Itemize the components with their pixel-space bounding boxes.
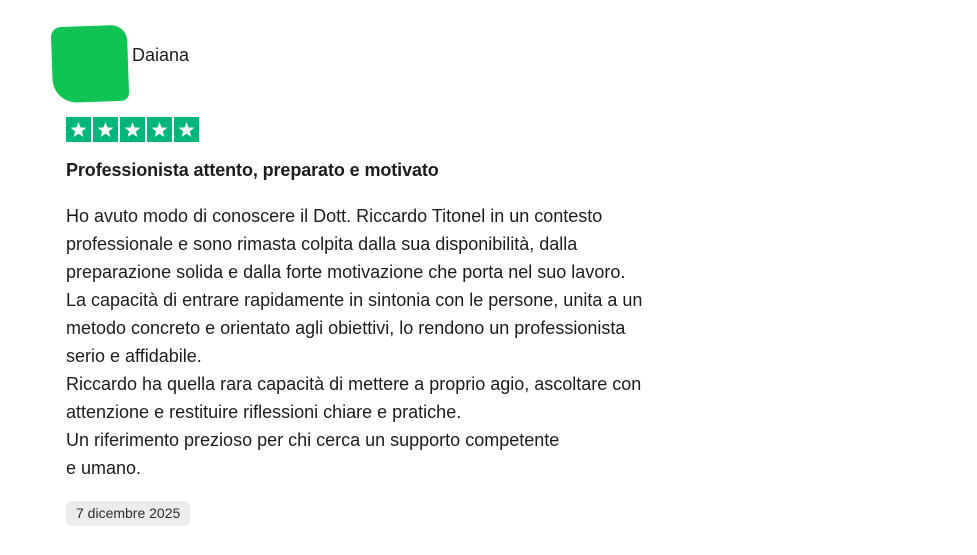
- avatar: [51, 25, 130, 104]
- review-body-line: La capacità di entrare rapidamente in sintonia con le persone, unita a un: [66, 290, 643, 310]
- star-icon: [93, 117, 118, 142]
- review-body-line: Ho avuto modo di conoscere il Dott. Riccardo Titonel in un contesto: [66, 206, 603, 226]
- review-body: [66, 202, 766, 482]
- review-body-line: serio e affidabile.: [66, 346, 202, 366]
- review-body-line: attenzione e restituire riflessioni chiare e pratiche.: [66, 402, 462, 422]
- review-body-line: Un riferimento prezioso per chi cerca un supporto competente: [66, 430, 560, 450]
- review-body-line: Riccardo ha quella rara capacità di mettere a proprio agio, ascoltare con: [66, 374, 642, 394]
- review-body-line: metodo concreto e orientato agli obiettivi, lo rendono un professionista: [66, 318, 626, 338]
- star-icon: [147, 117, 172, 142]
- star-rating: [66, 117, 199, 142]
- star-icon: [174, 117, 199, 142]
- review-body-line: e umano.: [66, 458, 142, 478]
- review-body-line: preparazione solida e dalla forte motivazione che porta nel suo lavoro.: [66, 262, 626, 282]
- review-title: Professionista attento, preparato e motivato: [66, 160, 439, 180]
- star-icon: [120, 117, 145, 142]
- reviewer-name[interactable]: Daiana: [132, 45, 190, 65]
- review-date-badge: 7 dicembre 2025: [66, 501, 190, 526]
- review-body-line: professionale e sono rimasta colpita dalla sua disponibilità, dalla: [66, 234, 578, 254]
- star-icon: [66, 117, 91, 142]
